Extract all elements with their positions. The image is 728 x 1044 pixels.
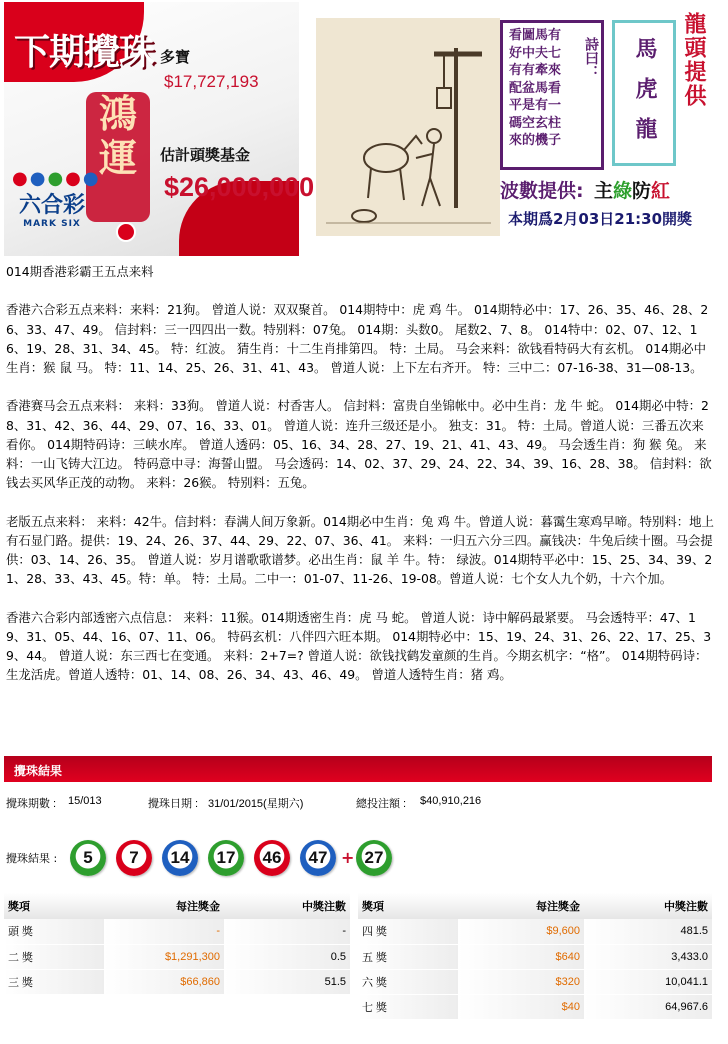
next-draw-title: 下期攪珠 [14, 31, 155, 73]
prize-amount: $9,600 [458, 919, 584, 944]
mark-six-logo [12, 168, 101, 240]
plus-sign: + [341, 848, 355, 867]
jackpot-label: 多寶 [160, 48, 191, 66]
prize-winners: 51.5 [224, 969, 350, 994]
table-row [358, 919, 712, 944]
article-paragraph: 香港赛马会五点来料： 来料：33狗。 曾道人说：村香害人。 信封料：富贵自坐锦帐中。必中生肖：龙 牛 蛇。 014期必中特：28、31、42、36、44、29、07、16、33、01。 曾道人说：连升三级还是小。 独支：31。 特：土局。曾道人说：三番五次来看你。 014期特码诗：三峡水库。 曾道人透码：05、16、34、28、27、19、21、41、43、49。 马会透生肖：狗 猴 兔。 来料：一山飞铸大江边。 特码意中寻：海誓山盟。 马会透码：14、02、37、29、24、22、34、39、16、28、38。 信封料：欲钱去买风华正茂的动物。 来料：26猴。 特别料：五兔。 [6, 398, 712, 491]
col-prize: 獎項 [4, 893, 104, 919]
table-row [358, 969, 712, 994]
col-amount: 每注獎金 [458, 893, 584, 919]
fund-amount: $26,000,000 [164, 172, 315, 202]
poem-line: 看圖馬有 [509, 28, 562, 43]
wave-part: 防 [632, 180, 652, 202]
prize-amount: $1,291,300 [104, 944, 224, 969]
prize-winners: 481.5 [584, 919, 712, 944]
prize-winners: 64,967.6 [584, 994, 712, 1019]
prize-table-right [358, 893, 712, 1020]
draw-number-label: 攪珠期數 : [6, 798, 57, 810]
ball: 14 [162, 840, 198, 876]
table-row [4, 969, 350, 994]
zodiac-box: 馬虎龍 [612, 20, 676, 166]
col-prize: 獎項 [358, 893, 458, 919]
riddle-poem-box [500, 20, 604, 170]
wave-values [594, 176, 670, 203]
prize-table-left [4, 893, 350, 995]
sketch-illustration [316, 18, 500, 236]
table-header-row [4, 893, 350, 919]
fortune-text: 鴻運 [98, 91, 137, 180]
prize-name: 四 獎 [358, 919, 458, 944]
poem-line: 有有牽來 [509, 63, 562, 78]
draw-date-label: 攪珠日期 : [148, 798, 199, 810]
fund-label: 估計頭獎基金 [160, 146, 251, 164]
table-row [358, 944, 712, 969]
prize-amount: $66,860 [104, 969, 224, 994]
prize-winners: 3,433.0 [584, 944, 712, 969]
turnover-label: 總投注額 : [356, 798, 407, 810]
prize-winners: - [224, 919, 350, 944]
fortune-wheel-graphic [86, 92, 150, 222]
ball: 5 [70, 840, 106, 876]
results-header: 攪珠結果 [4, 756, 712, 782]
table-header-row [358, 893, 712, 919]
col-amount: 每注獎金 [104, 893, 224, 919]
prize-name: 五 獎 [358, 944, 458, 969]
prize-name: 頭 獎 [4, 919, 104, 944]
prize-amount: $40 [458, 994, 584, 1019]
ball: 46 [254, 840, 290, 876]
prize-winners: 0.5 [224, 944, 350, 969]
draw-time: 本期爲2月03日21:30開獎 [508, 210, 693, 228]
logo-name: 六合彩 [18, 192, 85, 218]
article-heading: 014期香港彩霸王五点来料 [6, 264, 154, 279]
poem-tag: 詩曰： [583, 37, 599, 79]
balls-label: 攪珠結果 : [6, 852, 58, 865]
poem-line: 配盆馬看 [509, 80, 562, 96]
ball: 17 [208, 840, 244, 876]
ball: 7 [116, 840, 152, 876]
table-row [358, 994, 712, 1019]
poem-line: 來的機子 [509, 133, 562, 148]
provider-label: 龍頭提供 [681, 12, 706, 108]
special-ball: 27 [356, 840, 392, 876]
riddle-banner [316, 2, 708, 256]
poem-line: 好中夫七 [509, 45, 562, 61]
prize-name: 七 獎 [358, 994, 458, 1019]
logo-english: MARK SIX [23, 219, 81, 229]
prize-amount: $640 [458, 944, 584, 969]
poem-line: 碼空玄柱 [509, 115, 562, 131]
prize-winners: 10,041.1 [584, 969, 712, 994]
prize-amount: $320 [458, 969, 584, 994]
ball: 47 [300, 840, 336, 876]
wave-part: 紅 [651, 180, 671, 202]
ball-icon [116, 222, 136, 242]
table-row [4, 944, 350, 969]
wave-label: 波數提供: [500, 180, 584, 202]
wave-part: 主 [594, 180, 614, 202]
jackpot-amount: $17,727,193 [164, 72, 259, 91]
turnover: $40,910,216 [420, 795, 482, 807]
mark-six-banner [4, 2, 315, 256]
article-body [6, 262, 714, 704]
col-winners: 中獎注數 [584, 893, 712, 919]
draw-number: 15/013 [68, 795, 102, 807]
table-row [4, 919, 350, 944]
article-paragraph: 香港六合彩内部透密六点信息： 来料：11猴。014期透密生肖：虎 马 蛇。 曾道人说：诗中解码最紧要。 马会透特平：47、19、31、05、44、16、07、11、06。 特码玄机：八伴四六旺本期。 014期特必中：15、19、24、31、26、22、17、25、39、44。 曾道人说：东三西七在变通。 来料：2+7=? 曾道人说：欲钱找鹤发童颜的生肖。今期玄机字：“格”。 014期特码诗：生龙活虎。曾道人透特：01、14、08、26、34、43、46、49。 曾道人透特生肖：猪 鸡。 [6, 609, 712, 683]
article-paragraph: 香港六合彩五点来料：来料：21狗。 曾道人说：双双聚首。 014期特中：虎 鸡 牛。 014期特必中：17、26、35、46、28、26、33、47、49。 信封料：三一四四出一数。特别料：07兔。 014期：头数0。 尾数2、7、8。 014特中：02、07、12、16、19、28、31、34、45。 特：红波。 猜生肖：十二生肖排第四。 特：土局。 马会来料：欲钱看特码大有玄机。 014期必中生肖：猴 鼠 马。 特：11、14、25、26、31、41、43。 曾道人说：上下左右齐开。 特：三中二：07-16-38、31—08-13。 [6, 302, 709, 375]
wave-part: 綠 [613, 180, 633, 202]
poem-lines [509, 27, 579, 150]
prize-amount: - [104, 919, 224, 944]
logo-dots-icon: ●●●●● [12, 168, 101, 189]
draw-date: 31/01/2015(星期六) [208, 798, 304, 810]
prize-name: 三 獎 [4, 969, 104, 994]
prize-name: 六 獎 [358, 969, 458, 994]
article-paragraph: 老版五点来料： 来料：42牛。信封料：春满人间万象新。014期必中生肖：兔 鸡 牛。曾道人说：暮霭生寒鸡早啼。特别料：地上有石显门路。提供：19、24、26、37、44、29、22、07、36、41。 来料：一归五六分三四。赢钱决：牛兔后续十圈。马会提供：03、14、26、35。 曾道人说：岁月谱歌歌谱梦。必出生肖：鼠 羊 牛。特： 绿波。014期特平必中：15、25、34、39、21、28、33、43、45。特：单。 特：土局。二中一：01-07、11-26、19-08。曾道人说：七个女人九个奶，十六个加。 [6, 513, 714, 587]
poem-line: 平是有一 [509, 98, 562, 113]
col-winners: 中獎注數 [224, 893, 350, 919]
prize-name: 二 獎 [4, 944, 104, 969]
